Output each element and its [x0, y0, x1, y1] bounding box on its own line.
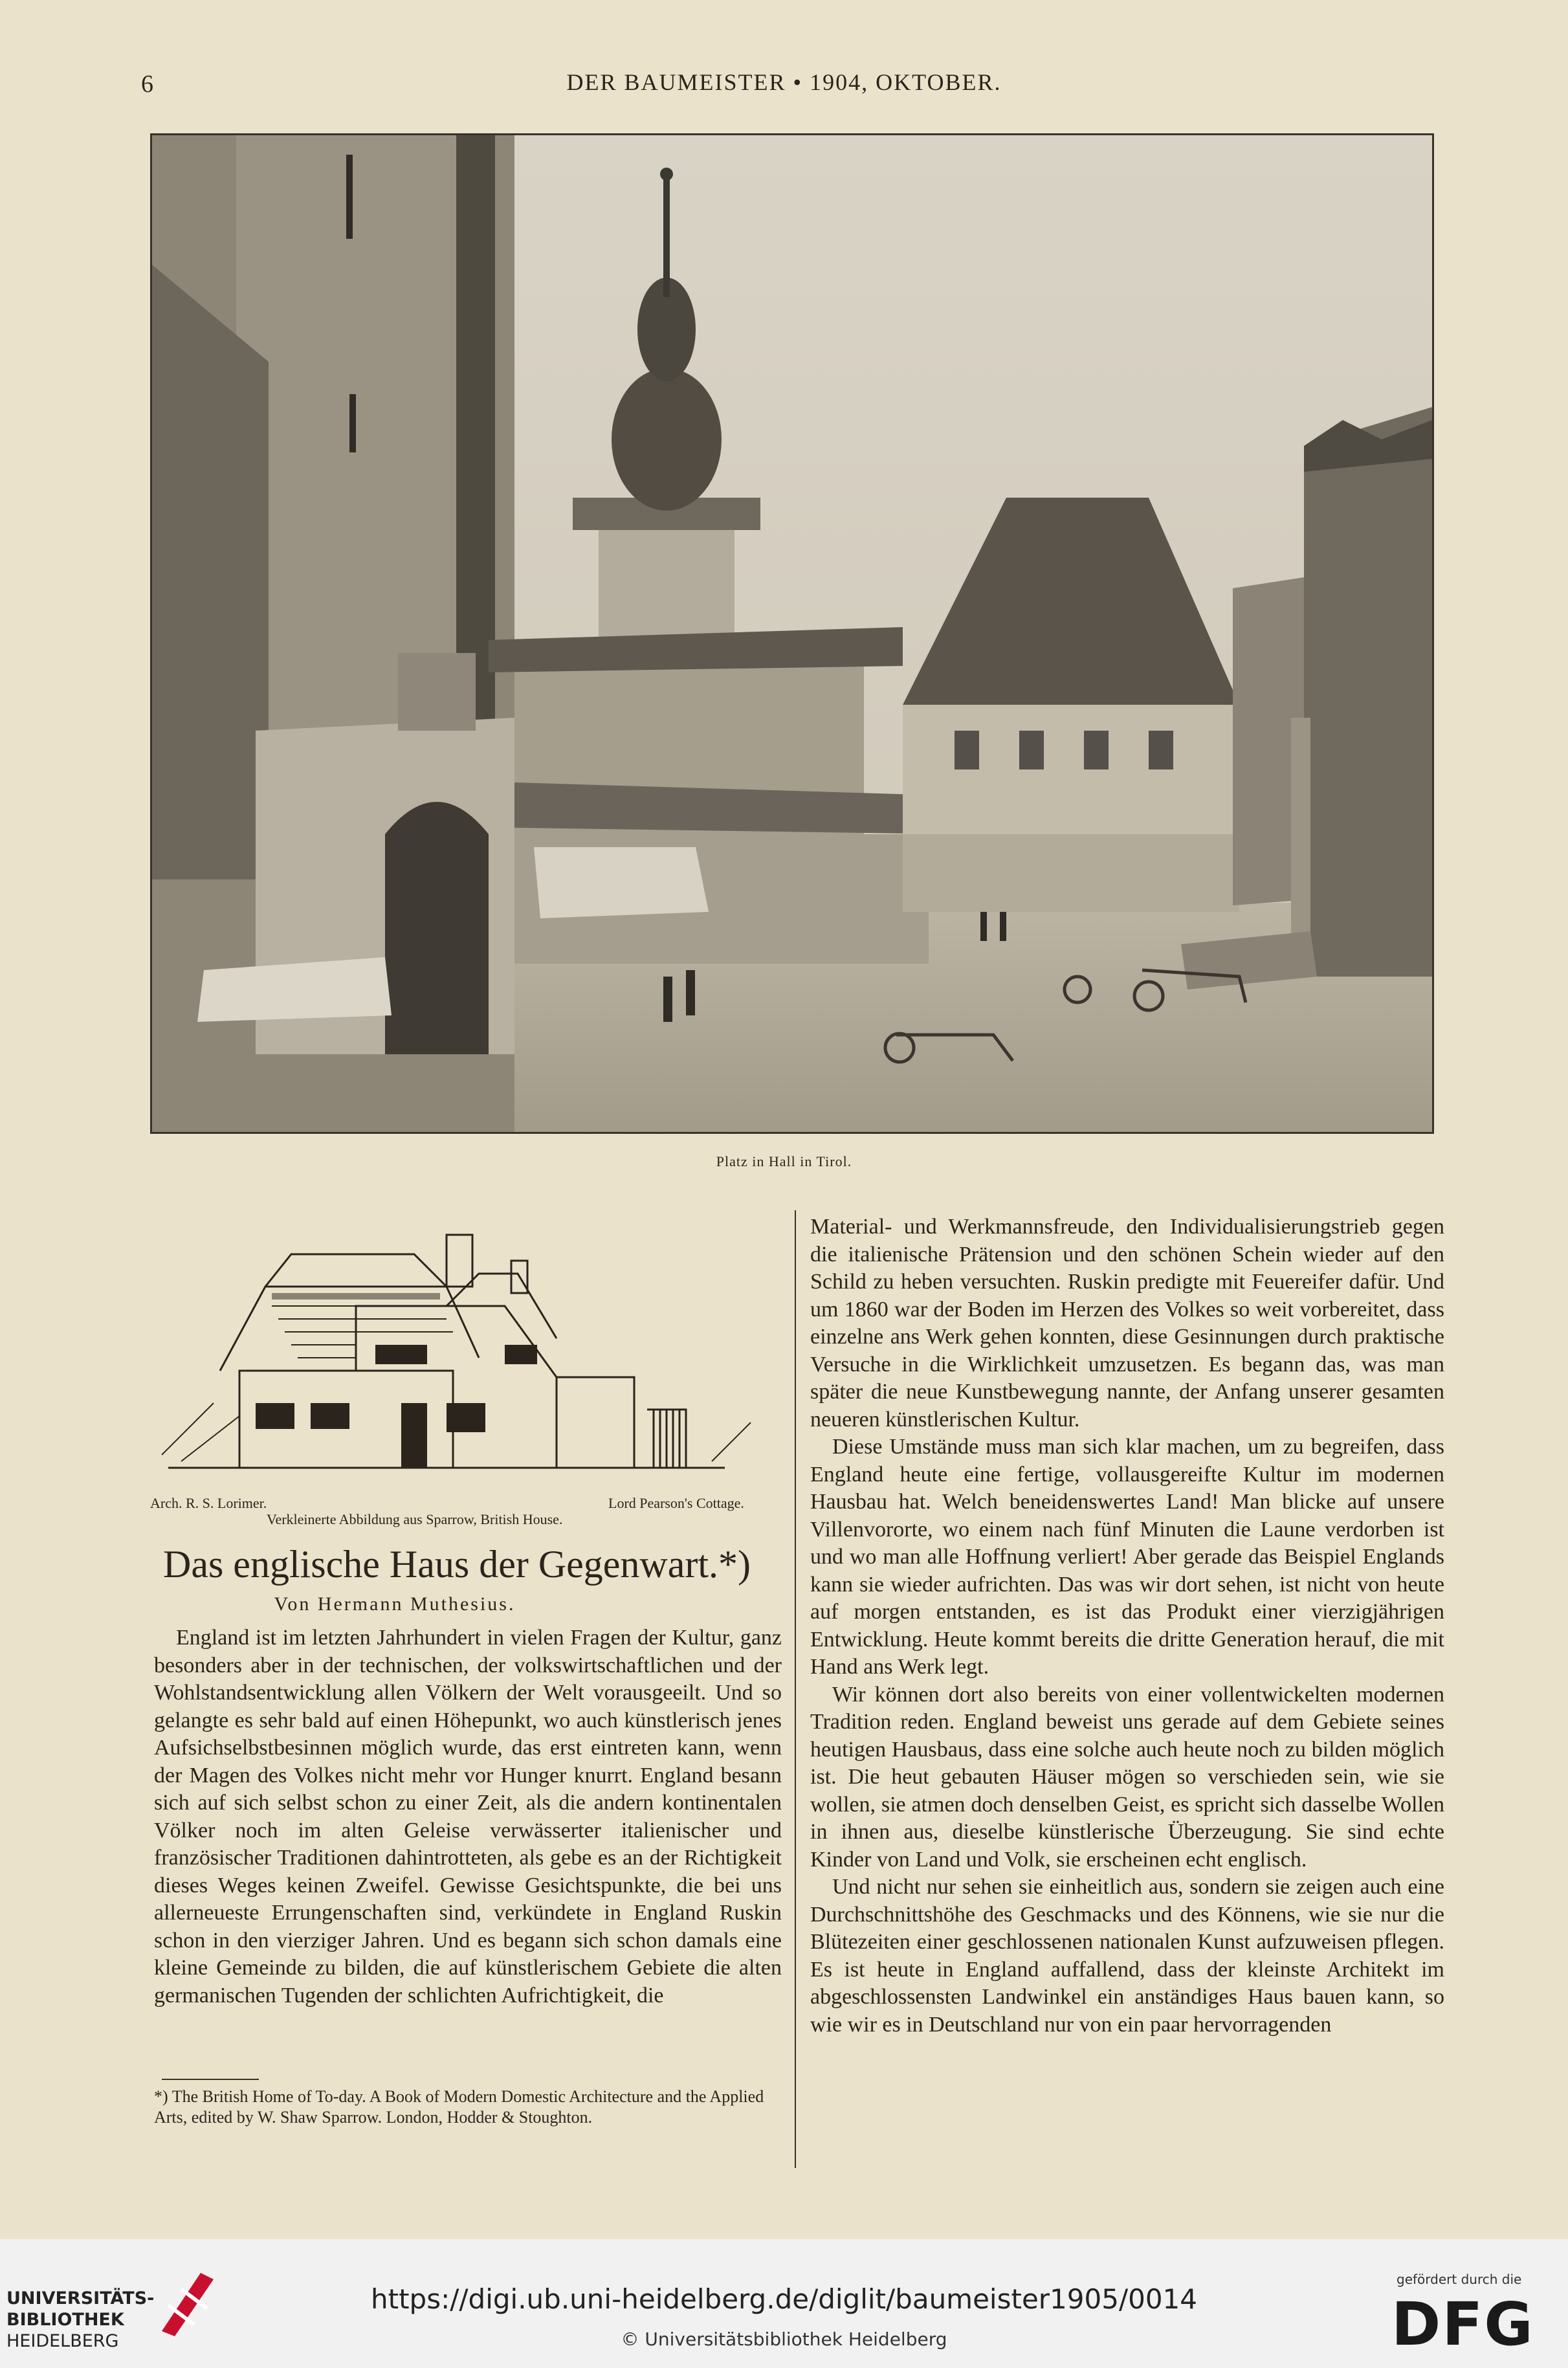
article-byline: Von Hermann Muthesius.	[274, 1593, 516, 1615]
right-paragraph: Material- und Werkmannsfreude, den Individualisierungstrieb gegen die italienische Prätension und den schönen Schein wieder auf den Schild zu heben versuchten. Ruskin predigte mit Feuereifer dafür. Und um 1860 war der Boden im Herzen des Volkes so weit vorbereitet, dass einzelne ans Werk gehen konnten, diese Gesinnungen durch praktische Versuche in die Wirklichkeit umzusetzen. Es begann das, was man später die neue Kunstbewegung nannte, der Anfang unserer gesamten neueren künstlerischen Kultur.	[810, 1215, 1444, 1432]
cottage-sketch	[142, 1209, 790, 1481]
sketch-source-caption: Verkleinerte Abbildung aus Sparrow, British House.	[267, 1511, 563, 1527]
page-number: 6	[141, 71, 153, 98]
right-paragraph: Und nicht nur sehen sie einheitlich aus, sondern sie zeigen auch eine Durchschnittshöhe des Geschmacks und des Könnens, wie sie nur die Blütezeiten einer geschlossenen nationalen Kunst aufzuweisen pflegen. Es ist heute in England auffallend, dass der kleinste Architekt im abgeschlossensten Landwinkel ein anständiges Haus bauen kann, so wie wir es in Deutschland nur von ein paar hervorragenden	[810, 1875, 1444, 2037]
right-column-text	[810, 1213, 1444, 2039]
footnote-rule	[162, 2079, 259, 2080]
column-divider	[795, 1210, 796, 2168]
running-title: DER BAUMEISTER • 1904, OKTOBER.	[566, 69, 1002, 95]
article-title: Das englische Haus der Gegenwart.*)	[163, 1543, 751, 1586]
copyright-notice: © Universitätsbibliothek Heidelberg	[621, 2329, 947, 2350]
sketch-architect-caption: Arch. R. S. Lorimer.	[150, 1495, 267, 1511]
document-url-link[interactable]: https://digi.ub.uni-heidelberg.de/diglit/baumeister1905/0014	[370, 2283, 1197, 2315]
library-name-line: HEIDELBERG	[6, 2331, 119, 2351]
footnote: *) The British Home of To-day. A Book of Modern Domestic Architecture and the Applied Arts, edited by W. Shaw Sparrow. London, Hodder & Stoughton.	[154, 2087, 764, 2127]
library-name-line: BIBLIOTHEK	[6, 2310, 124, 2330]
right-paragraph: Wir können dort also bereits von einer vollentwickelten modernen Tradition reden. England beweist uns gerade auf dem Gebiete seines heutigen Hausbaus, dass eine solche auch heute noch zu bilden möglich ist. Die heut gebauten Häuser mögen so verschieden sein, wie sie wollen, sie atmen doch denselben Geist, es spricht sich dasselbe Wollen in ihnen aus, dieselbe künstlerische Überzeugung. Sie sind echte Kinder von Land und Volk, sie erscheinen echt englisch.	[810, 1682, 1444, 1872]
photograph-square-hall-tirol	[150, 133, 1434, 1134]
left-paragraph: England ist im letzten Jahrhundert in vielen Fragen der Kultur, ganz besonders aber in der technischen, der volkswirtschaftlichen und der Wohlstandsentwicklung allen Völkern der Welt vorausgeeilt. Und so gelangte es sehr bald auf einen Höhepunkt, wo auch künstlerisch jenes Aufsichselbstbesinnen möglich wurde, das erst eintreten kann, wenn der Magen des Volkes nicht mehr vor Hunger knurrt. England besann sich auf sich selbst schon zu einer Zeit, als die andern kontinentalen Völker noch im alten Geleise verwässerter italienischer und französischer Traditionen dahintrotteten, als gebe es an der Richtigkeit dieses Weges keinen Zweifel. Gewisse Gesichtspunkte, die bei uns allerneueste Errungenschaften sind, verkündete in England Ruskin schon in den vierziger Jahren. Und es begann sich schon damals eine kleine Gemeinde zu bilden, die auf künstlerischem Gebiete die alten germanischen Tugenden der schlichten Aufrichtigkeit, die	[154, 1626, 782, 2008]
dfg-logo[interactable]: DFG	[1391, 2290, 1534, 2359]
photo-caption: Platz in Hall in Tirol.	[716, 1153, 852, 1169]
library-name-line: UNIVERSITÄTS-	[6, 2288, 155, 2308]
left-column-text	[154, 1624, 782, 2009]
sketch-title-caption: Lord Pearson's Cottage.	[608, 1495, 744, 1511]
right-paragraph: Diese Umstände muss man sich klar machen, um zu begreifen, dass England heute eine fertige, vollausgereifte Kultur im modernen Hausbau hat. Welch beneidenswertes Land! Man blicke auf unsere Villenvororte, wo einem nach fünf Minuten die Laune verdorben ist und wo man alle Hoffnung verliert! Aber gerade das Beispiel Englands kann sie wieder aufrichten. Das was wir dort sehen, ist nicht von heute auf morgen entstanden, es ist das Produkt einer vierzigjährigen Entwicklung. Heute kommt bereits die dritte Generation herauf, die mit Hand ans Werk legt.	[810, 1435, 1444, 1679]
funder-label: gefördert durch die	[1397, 2272, 1522, 2287]
